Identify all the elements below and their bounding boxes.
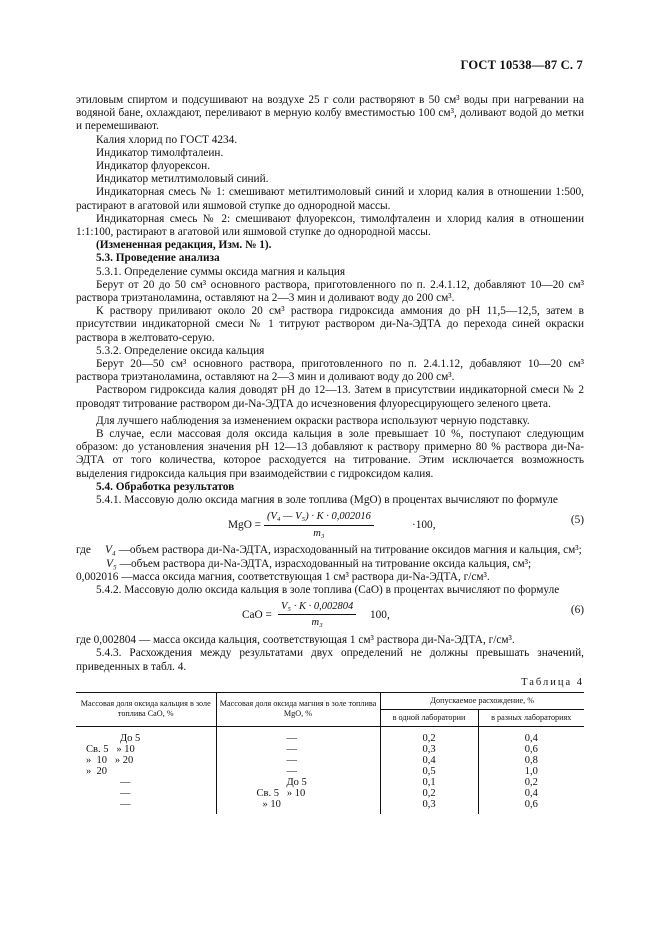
variable-definitions: [76, 544, 584, 584]
cell-one-lab: 0,2: [380, 726, 478, 744]
paragraph: Индикатор тимолфталеин.: [96, 146, 224, 159]
cell-diff-labs: 0,6: [478, 744, 584, 755]
formula-fraction: [278, 600, 356, 629]
formula-6: [76, 600, 584, 630]
table-row: [76, 726, 584, 744]
formula-lhs: CaO =: [242, 609, 272, 622]
cell-cao: —: [120, 798, 131, 810]
paragraph: Берут от 20 до 50 см³ основного раствора, приготовленного по п. 2.4.1.12, добавляют 10—20 см³ раствора триэтаноламина, оставляют на 2—3 мин и доливают воду до 200 см³.: [76, 278, 584, 305]
cell-cao: —: [120, 776, 131, 788]
cell-one-lab: 0,5: [380, 766, 478, 777]
variable-symbol: V₄: [104, 544, 116, 557]
definition-line: 0,002016 —масса оксида магния, соответствующая 1 см³ раствора ди-Na-ЭДТА, г/см³.: [76, 570, 490, 583]
cell-mgo: —: [216, 755, 380, 766]
cell-cao: » 10 » 20: [86, 754, 134, 766]
section-heading: 5.4. Обработка результатов: [96, 480, 235, 493]
cell-diff-labs: 0,6: [478, 799, 584, 814]
cell-cao: » 20: [86, 765, 107, 777]
cell-mgo: —: [216, 726, 380, 744]
page-header: ГОСТ 10538—87 С. 7: [460, 58, 583, 72]
subsection-heading: 5.3.1. Определение суммы оксида магния и кальция: [96, 265, 346, 278]
cell-diff-labs: 1,0: [478, 766, 584, 777]
column-header-cao: Массовая доля оксида кальция в золе топлива CaO, %: [76, 692, 216, 726]
formula-tail: ·100,: [412, 519, 436, 532]
column-header-diff-labs: в разных лабораториях: [478, 709, 584, 726]
definition-line: V₅ —объем раствора ди-Na-ЭДТА, израсходованный на титрование оксида кальция, см³;: [106, 557, 532, 570]
column-header-allowable: Допускаемое расхождение, %: [380, 692, 584, 709]
cell-one-lab: 0,3: [380, 799, 478, 814]
formula-denominator: m₃: [311, 617, 323, 629]
paragraph: Индикаторная смесь № 1: смешивают метилтимоловый синий и хлорид калия в отношении 1:500, растирают в агатовой или яшмовой ступке до однородной массы.: [76, 186, 584, 212]
paragraph: этиловым спиртом и подсушивают на воздухе 25 г соли растворяют в 50 см³ воды при нагревании на водяной бане, охлаждают, переливают в мерную колбу вместимостью 100 см³, доливают водой до метки и перемешивают.: [76, 94, 584, 133]
table-caption: Таблица 4: [521, 676, 584, 688]
table-row: [76, 744, 584, 755]
subsection-heading: 5.3.2. Определение оксида кальция: [96, 344, 265, 357]
cell-cao: Св. 5 » 10: [86, 743, 135, 755]
formula-number: (6): [570, 604, 584, 617]
formula-denominator: m₃: [313, 527, 325, 539]
table-row: [76, 755, 584, 766]
cell-cao: —: [120, 787, 131, 799]
cell-diff-labs: 0,4: [478, 726, 584, 744]
cell-diff-labs: 0,8: [478, 755, 584, 766]
definition-line: где V₄ —объем раствора ди-Na-ЭДТА, израсходованный на титрование оксидов магния и кальция, см³;: [76, 544, 582, 557]
paragraph: 5.4.1. Массовую долю оксида магния в золе топлива (MgO) в процентах вычисляют по формуле: [96, 494, 558, 507]
table-row: [76, 766, 584, 777]
cell-diff-labs: 0,2: [478, 777, 584, 788]
column-header-mgo: Массовая доля оксида магния в золе топлива MgO, %: [216, 692, 380, 726]
cell-cao: До 5: [120, 732, 141, 744]
cell-one-lab: 0,2: [380, 788, 478, 799]
paragraph: Для лучшего наблюдения за изменением окраски раствора используют черную подставку.: [96, 414, 530, 427]
cell-mgo: До 5: [216, 777, 380, 788]
formula-tail: 100,: [370, 609, 390, 622]
paragraph: где 0,002804 — масса оксида кальция, соответствующая 1 см³ раствора ди-Na-ЭДТА, г/см³.: [76, 634, 515, 647]
formula-number: (5): [570, 514, 584, 527]
paragraph: Индикаторная смесь № 2: смешивают флуорексон, тимолфталеин и хлорид калия в отношении 1:1:100, растирают в агатовой или яшмовой ступке до однородной массы.: [76, 212, 584, 239]
amendment-note: (Измененная редакция, Изм. № 1).: [96, 239, 272, 252]
cell-mgo: —: [216, 766, 380, 777]
cell-one-lab: 0,1: [380, 777, 478, 788]
formula-numerator: V₅ · K · 0,002804: [281, 601, 354, 613]
section-heading: 5.3. Проведение анализа: [96, 252, 220, 265]
paragraph: Калия хлорид по ГОСТ 4234.: [96, 133, 238, 146]
paragraph: 5.4.3. Расхождения между результатами двух определений не должны превышать значений, приведенных в табл. 4.: [76, 647, 584, 673]
paragraph: Индикатор метилтимоловый синий.: [96, 173, 269, 186]
cell-one-lab: 0,3: [380, 744, 478, 755]
document-body: [76, 94, 584, 814]
paragraph: Индикатор флуорексон.: [96, 160, 211, 173]
column-header-one-lab: в одной лаборатории: [380, 709, 478, 726]
cell-diff-labs: 0,4: [478, 788, 584, 799]
paragraph: 5.4.2. Массовую долю оксида кальция в золе топлива (CaO) в процентах вычисляют по формуле: [96, 583, 560, 596]
cell-one-lab: 0,4: [380, 755, 478, 766]
paragraph: Берут 20—50 см³ основного раствора, приготовленного по п. 2.4.1.12, добавляют 10—20 см³ раствора триэтаноламина, оставляют на 2—3 мин и доливают воду до 200 см³.: [76, 358, 584, 384]
paragraph: К раствору приливают около 20 см³ раствора гидроксида аммония до pH 11,5—12,5, затем в присутствии индикаторной смеси № 1 титруют раствором ди-Na-ЭДТА до перехода синей окраски раствора в желтовато-серую.: [76, 305, 584, 344]
table-4: [76, 692, 584, 814]
formula-5: [76, 510, 584, 540]
table-row: [76, 777, 584, 788]
formula-lhs: MgO =: [228, 519, 262, 532]
formula-numerator: (V₄ — V₅) · K · 0,002016: [267, 511, 371, 523]
paragraph: В случае, если массовая доля оксида кальция в золе превышает 10 %, поступают следующим образом: до установления значения pH 12—13 добавляют к раствору примерно 80 % раствора ди-Na-ЭДТА от того количества, которое расходуется на титрование. Этим исключается возможность выделения гидроксида кальция при взаимодействии с гидроксидом калия.: [76, 428, 584, 480]
paragraph: Раствором гидроксида калия доводят pH до 12—13. Затем в присутствии индикаторной смеси № 2 проводят титрование раствором ди-Na-ЭДТА до исчезновения флуоресцирующего зеленого цвета.: [76, 384, 584, 410]
formula-fraction: [264, 510, 374, 539]
cell-mgo: Св. 5 » 10: [216, 788, 380, 799]
cell-mgo: » 10: [216, 799, 380, 814]
variable-symbol: V₅: [106, 557, 117, 570]
table-row: [76, 788, 584, 799]
cell-mgo: —: [216, 744, 380, 755]
table-row: [76, 799, 584, 814]
